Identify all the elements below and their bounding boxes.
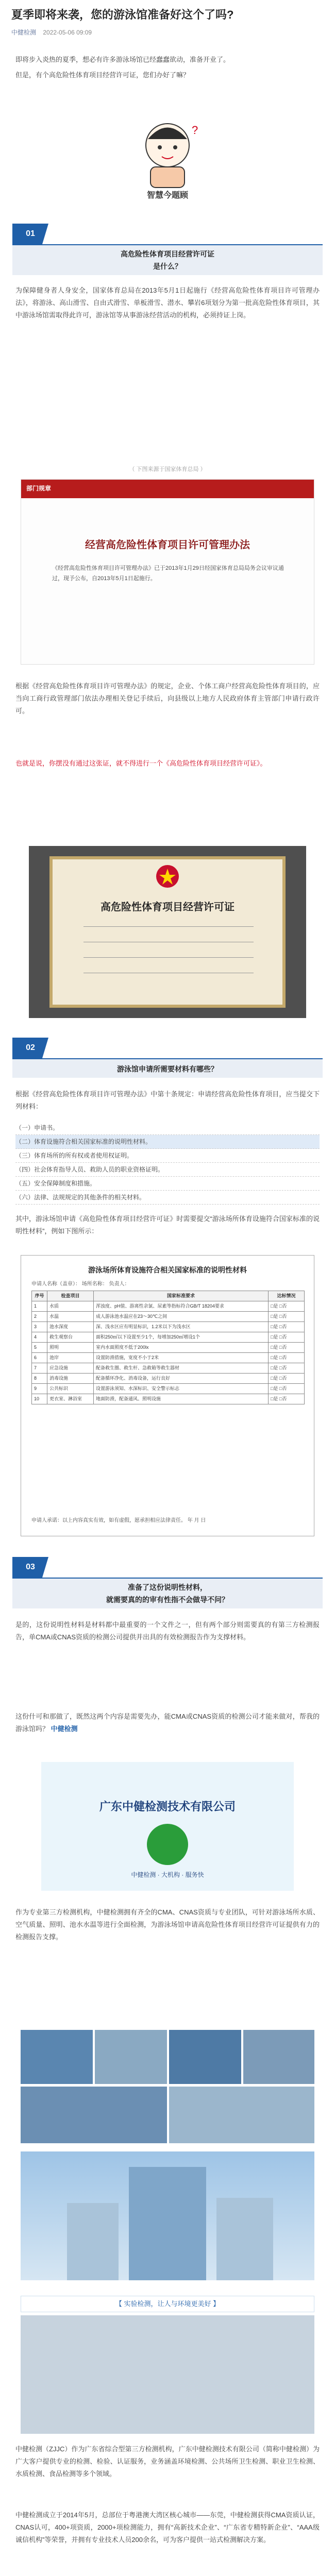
- table-cell: 配备救生圈、救生杆、急救箱等救生器材: [94, 1363, 269, 1374]
- section-3-paragraph-2-text: 这份什可和那做了，既然这两个内容是需要先办，能CMA或CNAS资质的检测公司才能来做对，帮我的游泳馆吗？: [15, 1713, 320, 1733]
- section-3-paragraph-2: [15, 1710, 320, 1735]
- section-3-number: 03: [26, 1563, 35, 1571]
- intro-paragraph-2: 但是，有个高危险性体育项目经营许可证，您们办好了嘛？: [15, 71, 190, 79]
- table-header-cell: 检查项目: [47, 1291, 94, 1301]
- table-cell: 设置游泳须知、水深标识、安全警示标志: [94, 1384, 269, 1394]
- field-photo-grid: [21, 2030, 314, 2143]
- table-cell: 更衣室、淋浴室: [47, 1394, 94, 1404]
- section-3-paragraph-1: 是的，这份说明性材料是材料都中最重要的一个文件之一，但有两个部分则需要真的有第三方检测报告，单CMA或CNAS资质的检测公司提供并出具的有效检测报告作为支撑材料。: [15, 1621, 320, 1641]
- table-row: [32, 1374, 305, 1384]
- table-header-row: [32, 1291, 305, 1301]
- table-cell: 地面防滑，配备通风、照明设施: [94, 1394, 269, 1404]
- cta-block: [15, 1710, 320, 1735]
- table-row: [32, 1322, 305, 1332]
- field-photo: [21, 2030, 93, 2084]
- table-cell: □是 □否: [269, 1374, 305, 1384]
- table-cell: □是 □否: [269, 1353, 305, 1363]
- table-cell: 深、浅水区应有明显标识，1.2米以下为浅水区: [94, 1322, 269, 1332]
- table-cell: 6: [32, 1353, 47, 1363]
- table-cell: □是 □否: [269, 1332, 305, 1343]
- certificate-field-line: [83, 926, 254, 927]
- regulation-logo: 部门规章: [26, 485, 52, 492]
- regulation-screenshot: [21, 479, 314, 665]
- standards-table: [31, 1291, 305, 1404]
- field-photo: [169, 2087, 314, 2143]
- license-certificate-photo: [29, 846, 306, 1018]
- field-photo: [169, 2030, 241, 2084]
- table-cell: 面积250㎡以下设置至少1个，每增加250㎡增设1个: [94, 1332, 269, 1343]
- list-item: （四）社会体育指导人员、救助人员的职业资格证明。: [15, 1163, 320, 1177]
- table-cell: 水温: [47, 1312, 94, 1322]
- table-cell: 照明: [47, 1343, 94, 1353]
- lab-photo: [21, 2315, 314, 2434]
- section-2-paragraph-2: 其中，游泳场馆申请《高危险性体育项目经营许可证》时需要提交“游泳场所体育设施符合国家标准的说明性材料”，例如下图所示：: [15, 1215, 320, 1235]
- banner-title: 广东中健检测技术有限公司: [99, 1800, 236, 1813]
- table-row: [32, 1301, 305, 1312]
- section-3-heading-line-2: 就需要真的的审有性指不会做导不问？: [106, 1596, 229, 1604]
- list-item: （六）法律、法规规定的其他条件的相关材料。: [15, 1191, 320, 1205]
- regulation-header-bar: [21, 480, 314, 498]
- table-cell: □是 □否: [269, 1322, 305, 1332]
- section-2-paragraph-1: 根据《经营高危险性体育项目许可管理办法》中第十条规定：申请经营高危险性体育项目，应当提交下列材料：: [15, 1090, 320, 1110]
- table-cell: □是 □否: [269, 1384, 305, 1394]
- mascot-illustration: [120, 113, 215, 191]
- table-row: [32, 1384, 305, 1394]
- table-cell: 4: [32, 1332, 47, 1343]
- section-2-heading: 游泳馆申请所需要材料有哪些？: [117, 1065, 218, 1073]
- table-cell: 水质: [47, 1301, 94, 1312]
- table-cell: 2: [32, 1312, 47, 1322]
- section-3-paragraph-5: 中健检测成立于2014年5月，总部位于粤港澳大湾区核心城市——东莞，中健检测获得CMA资质认证，CNAS认可，400+项资质，2000+项检测能力，拥有“高新技术企业”、“广东省专精特新企业”、“AAA级诚信机构”等荣誉，并拥有专业技术人员200余名，可为客户提供一站式检测解决方案。: [15, 2511, 320, 2544]
- table-cell: 1: [32, 1301, 47, 1312]
- table-cell: □是 □否: [269, 1312, 305, 1322]
- table-row: [32, 1394, 305, 1404]
- section-1-heading-line-2: 是什么？: [153, 262, 182, 270]
- company-banner: [41, 1762, 294, 1891]
- article-author-link[interactable]: 中健检测: [11, 29, 37, 36]
- table-cell: 7: [32, 1363, 47, 1374]
- table-cell: 9: [32, 1384, 47, 1394]
- lab-caption: 【 实验检测，让人与环境更美好 】: [21, 2296, 314, 2312]
- standards-form-image: [21, 1255, 314, 1536]
- list-item: （三）体育场所的所有权或者使用权证明。: [15, 1149, 320, 1163]
- field-photo: [21, 2087, 167, 2143]
- table-row: [32, 1312, 305, 1322]
- article-date: 2022-05-06 09:09: [43, 29, 92, 36]
- table-header-cell: 达标情况: [269, 1291, 305, 1301]
- table-cell: □是 □否: [269, 1394, 305, 1404]
- table-header-cell: 序号: [32, 1291, 47, 1301]
- table-cell: 8: [32, 1374, 47, 1384]
- form-title: 游泳场所体育设施符合相关国家标准的说明性材料: [88, 1266, 247, 1274]
- table-cell: 池水深度: [47, 1322, 94, 1332]
- form-applicant-line: 申请人名称（盖章）： 场所名称： 负责人：: [31, 1281, 130, 1287]
- svg-text:?: ?: [192, 124, 198, 137]
- table-cell: 室内水面照度不低于200lx: [94, 1343, 269, 1353]
- section-1-paragraph-2: [15, 680, 320, 717]
- table-cell: 设置防滑措施，宽度不小于2米: [94, 1353, 269, 1363]
- required-materials-list: [15, 1121, 320, 1205]
- table-cell: 池岸: [47, 1353, 94, 1363]
- field-photo: [95, 2030, 167, 2084]
- table-cell: 5: [32, 1343, 47, 1353]
- table-cell: 成人游泳池水温应在23～30℃之间: [94, 1312, 269, 1322]
- table-row: [32, 1332, 305, 1343]
- table-cell: 10: [32, 1394, 47, 1404]
- table-cell: □是 □否: [269, 1301, 305, 1312]
- intro-block: [15, 54, 320, 81]
- table-cell: 救生观察台: [47, 1332, 94, 1343]
- table-cell: 3: [32, 1322, 47, 1332]
- headquarters-photo: [21, 2151, 314, 2280]
- article-title: 夏季即将来袭，您的游泳馆准备好这个了吗?: [11, 8, 234, 21]
- table-cell: 浑浊度、pH值、游离性余氯、尿素等指标符合GB/T 18204要求: [94, 1301, 269, 1312]
- section-2-number: 02: [26, 1043, 35, 1052]
- table-row: [32, 1363, 305, 1374]
- company-logo-icon: [147, 1824, 188, 1865]
- table-cell: 应急设施: [47, 1363, 94, 1374]
- certificate-field-line: [83, 957, 254, 958]
- section-3-paragraph-4: 中健检测（ZJJC）作为广东省综合型第三方检测机构，广东中健检测技术有限公司（简称中健检测）为广大客户提供专业的检测、检验、认证服务，业务涵盖环境检测、公共场所卫生检测、职业卫生检测、水质检测、食品检测等多个领域。: [15, 2445, 320, 2478]
- list-item: （五）安全保障制度和措施。: [15, 1177, 320, 1191]
- screenshot-caption: （ 下图来源于国家体育总局 ）: [129, 466, 206, 472]
- table-cell: 消毒设施: [47, 1374, 94, 1384]
- certificate-paper: [49, 856, 286, 1008]
- section-3-paragraph-3: 作为专业第三方检测机构，中健检测拥有齐全的CMA、CNAS资质与专业团队，可针对游泳场所水质、空气质量、照明、池水水温等进行全面检测，为游泳场馆申请高危险性体育项目经营许可证提供有力的检测报告支撑。: [15, 1908, 320, 1941]
- form-footer: 申请人承诺：以上内容真实有效，如有虚假，愿承担相应法律责任。 年 月 日: [31, 1518, 206, 1523]
- regulation-text: 《经营高危险性体育项目许可管理办法》已于2013年1月29日经国家体育总局局务会议审议通过，现予公布，自2013年5月1日起施行。: [52, 565, 284, 582]
- certificate-title: 高危险性体育项目经营许可证: [100, 902, 234, 913]
- list-item: （一）申请书。: [15, 1121, 320, 1135]
- intro-paragraph-1: 即将步入炎热的夏季，想必有许多游泳场馆已经蠢蠢欲动，准备开业了。: [15, 56, 230, 63]
- table-row: [32, 1353, 305, 1363]
- table-cell: □是 □否: [269, 1343, 305, 1353]
- section-1-number: 01: [26, 229, 35, 238]
- regulation-title: 经营高危险性体育项目许可管理办法: [85, 539, 250, 551]
- table-cell: 公共标识: [47, 1384, 94, 1394]
- building-illustration: [21, 2151, 314, 2280]
- table-cell: 配备循环净化、消毒设备，运行良好: [94, 1374, 269, 1384]
- national-emblem-icon: [155, 863, 180, 889]
- mascot-caption: 智慧今题顾: [146, 191, 188, 200]
- section-1-paragraph-3: 也就是说，你摆没有通过这张证，就不得进行一个《高危险性体育项目经营许可证》。: [15, 759, 267, 767]
- section-1-paragraph-2-text: 根据《经营高危险性体育项目许可管理办法》的规定，企业、个体工商户经营高危险性体育项目的，应当向工商行政管理部门依法办理相关登记手续后，向县级以上地方人民政府体育主管部门申请行政许可。: [15, 682, 320, 715]
- list-item: （二）体育设施符合相关国家标准的说明性材料。: [15, 1135, 320, 1149]
- table-header-cell: 国家标准要求: [94, 1291, 269, 1301]
- section-1-heading-line-1: 高危险性体育项目经营许可证: [121, 250, 214, 258]
- section-3-heading-line-1: 准备了这份说明性材料，: [128, 1583, 207, 1591]
- table-row: [32, 1343, 305, 1353]
- company-highlight: 中健检测: [51, 1725, 78, 1733]
- field-photo: [243, 2030, 314, 2084]
- article-meta: [11, 28, 97, 37]
- banner-subtitle: 中健检测 · 大机构 · 服务快: [131, 1871, 204, 1878]
- section-1-paragraph-1: 为保障健身者人身安全，国家体育总局在2013年5月1日起施行《经营高危险性体育项目许可管理办法》，将游泳、高山滑雪、自由式滑雪、单板滑雪、潜水、攀岩6项划分为第一批高危险性体育项目，其中游泳场馆需取得此许可，游泳馆等从事游泳经营活动的机构，必须持证上岗。: [15, 286, 320, 319]
- table-cell: □是 □否: [269, 1363, 305, 1374]
